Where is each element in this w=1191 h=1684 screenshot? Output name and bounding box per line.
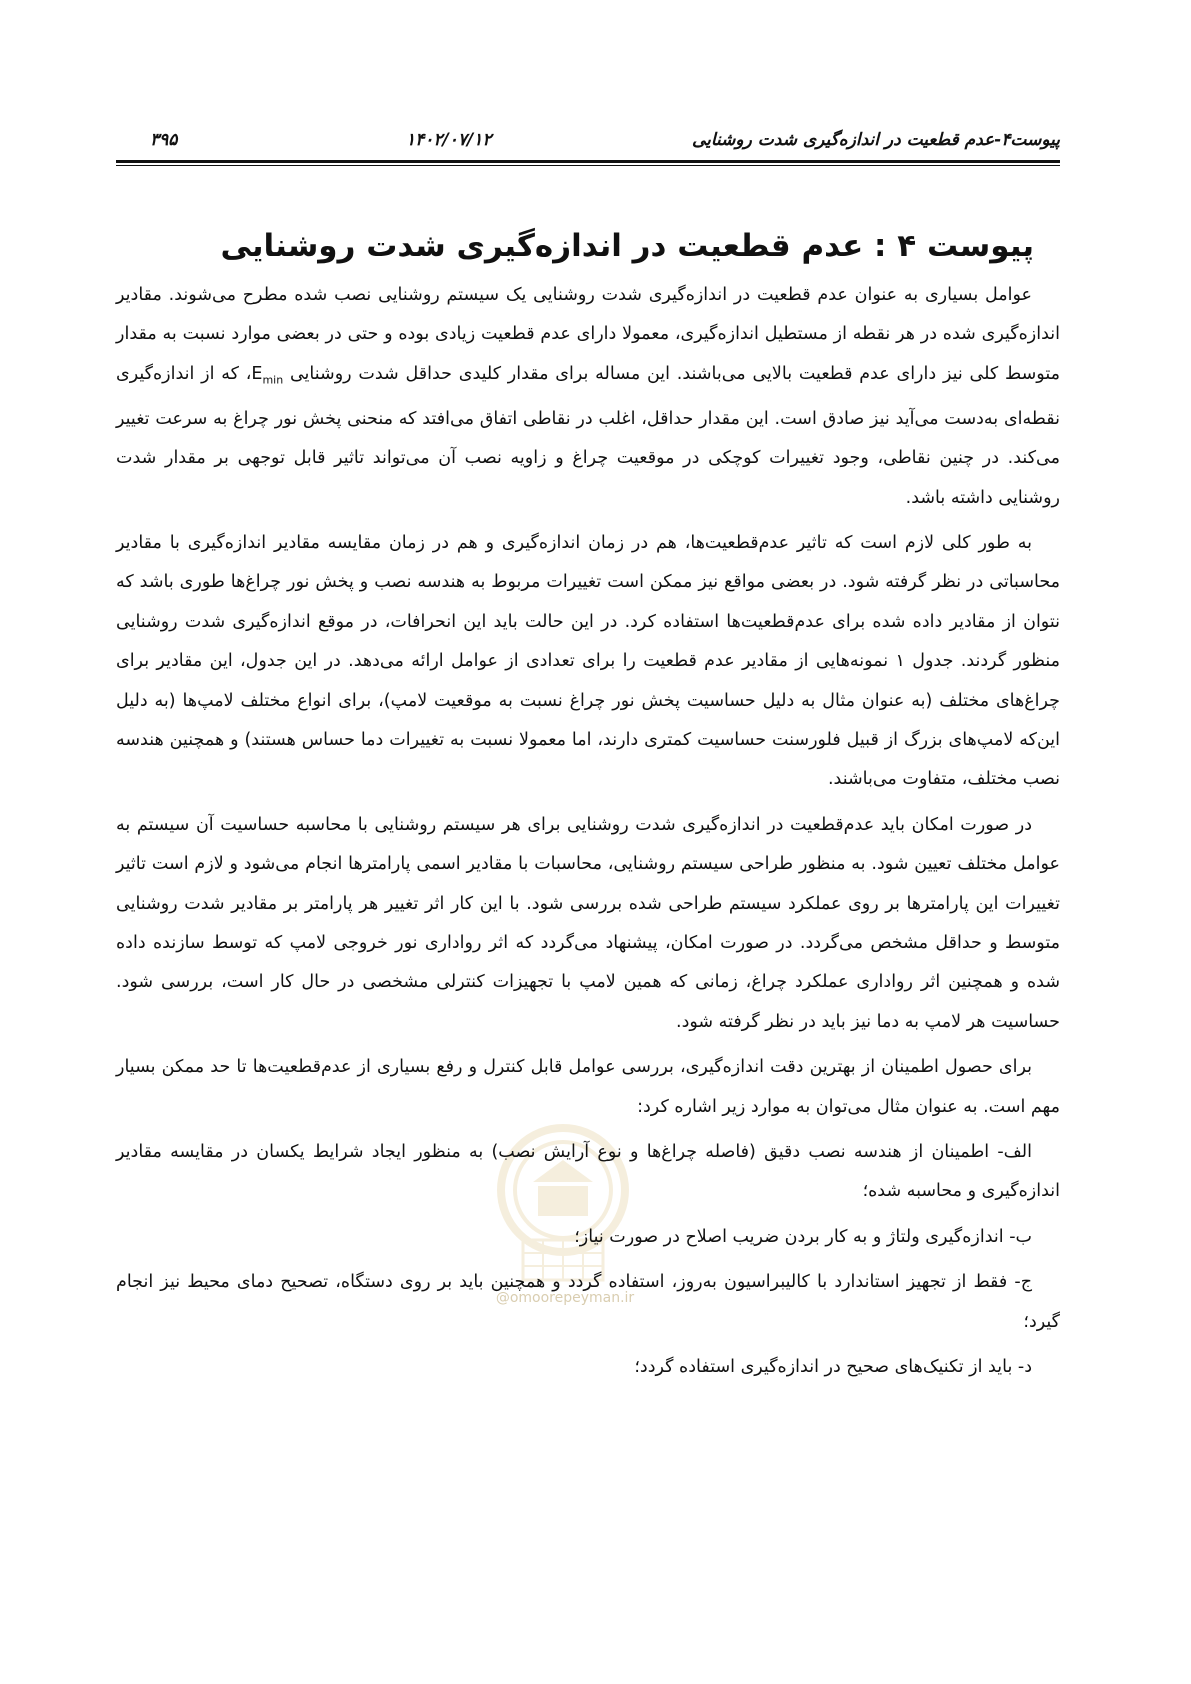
- paragraph-1: [116, 276, 1060, 518]
- page-header: [116, 128, 1060, 164]
- running-header-date: ۱۴۰۲/۰۷/۱۲: [406, 130, 492, 150]
- watermark-caption: @omoorepeyman.ir: [495, 1290, 635, 1306]
- list-item-be: ب- اندازه‌گیری ولتاژ و به کار بردن ضریب اصلاح در صورت نیاز؛: [574, 1226, 1032, 1247]
- appendix-title: پیوست ۴ : عدم قطعیت در اندازه‌گیری شدت روشنایی: [220, 228, 1034, 264]
- list-item-alef: الف- اطمینان از هندسه نصب دقیق (فاصله چراغ‌ها و نوع آرایش نصب) به منظور ایجاد شرایط یکسان در مقایسه مقادیر اندازه‌گیری و محاسبه شده؛: [116, 1142, 1060, 1202]
- paragraph-1-part-2: ، که از اندازه‌گیری نقطه‌ای به‌دست می‌آید نیز صادق است. این مقدار حداقل، اغلب در نقاطی اتفاق می‌افتد که منحنی پخش نور چراغ به سرعت تغییر می‌کند. در چنین نقاطی، وجود تغییرات کوچکی در موقعیت چراغ و زاویه نصب آن می‌تواند تاثیر قابل توجهی بر مقدار شدت روشنایی داشته باشد.: [116, 363, 1060, 508]
- list-item-dal: د- باید از تکنیک‌های صحیح در اندازه‌گیری استفاده گردد؛: [634, 1357, 1032, 1378]
- paragraph-3: در صورت امکان باید عدم‌قطعیت در اندازه‌گیری شدت روشنایی برای هر سیستم روشنایی با محاسبه حساسیت آن سیستم به عوامل مختلف تعیین شود. به منظور طراحی سیستم روشنایی، محاسبات با مقادیر اسمی پارامترها انجام می‌شود و لازم است تاثیر تغییرات این پارامترها بر روی عملکرد سیستم طراحی شده بررسی شود. با این کار اثر تغییر هر پارامتر بر مقادیر شدت روشنایی متوسط و حداقل مشخص می‌گردد. در صورت امکان، پیشنهاد می‌گردد که اثر رواداری نور خروجی لامپ که توسط سازنده داده شده و همچنین اثر رواداری عملکرد چراغ، زمانی که همین لامپ با تجهیزات کنترلی مشخصی در حال کار است، بررسی شود. حساسیت هر لامپ به دما نیز باید در نظر گرفته شود.: [116, 814, 1060, 1032]
- page-number: ۳۹۵: [150, 130, 178, 150]
- list-item-jim: ج- فقط از تجهیز استاندارد با کالیبراسیون به‌روز، استفاده گردد و همچنین باید بر روی دستگاه، تصحیح دمای محیط نیز انجام گیرد؛: [116, 1272, 1060, 1332]
- document-body: [116, 224, 1060, 1393]
- paragraph-1-part-1: عوامل بسیاری به عنوان عدم قطعیت در اندازه‌گیری شدت روشنایی یک سیستم روشنایی نصب شده مطرح می‌شوند. مقادیر اندازه‌گیری شده در هر نقطه از مستطیل اندازه‌گیری، معمولا دارای عدم قطعیت زیادی بوده و حتی در بعضی موارد نسبت به مقدار متوسط کلی نیز دارای عدم قطعیت بالایی می‌باشند. این مساله برای مقدار کلیدی حداقل شدت روشنایی: [116, 285, 1060, 384]
- paragraph-4: برای حصول اطمینان از بهترین دقت اندازه‌گیری، بررسی عوامل قابل کنترل و رفع بسیاری از عدم‌قطعیت‌ها تا حد ممکن بسیار مهم است. به عنوان مثال می‌توان به موارد زیر اشاره کرد:: [116, 1057, 1060, 1117]
- paragraph-2: به طور کلی لازم است که تاثیر عدم‌قطعیت‌ها، هم در زمان اندازه‌گیری و هم در زمان مقایسه مقادیر اندازه‌گیری با مقادیر محاسباتی در نظر گرفته شود. در بعضی مواقع نیز ممکن است تغییرات مربوط به هندسه نصب و پخش نور چراغ‌ها طوری باشد که نتوان از مقادیر داده شده برای عدم‌قطعیت‌ها استفاده کرد. در این حالت باید این انحرافات، در موقع اندازه‌گیری شدت روشنایی منظور گردند. جدول ۱ نمونه‌هایی از مقادیر عدم قطعیت را برای تعدادی از عوامل ارائه می‌دهد. در این جدول، این مقادیر برای چراغ‌های مختلف (به عنوان مثال به دلیل حساسیت پخش نور چراغ نسبت به موقعیت لامپ)، برای انواع مختلف لامپ‌ها (به دلیل این‌که لامپ‌های بزرگ از قبیل فلورسنت حساسیت کمتری دارند، اما معمولا نسبت به تغییرات دما حساس هستند) و همچنین هندسه نصب مختلف، متفاوت می‌باشند.: [116, 532, 1060, 790]
- emin-symbol: $E_{min}$: [251, 363, 284, 387]
- running-header-title: پیوست۴-عدم قطعیت در اندازه‌گیری شدت روشنایی: [691, 130, 1060, 150]
- header-rule: [116, 160, 1060, 163]
